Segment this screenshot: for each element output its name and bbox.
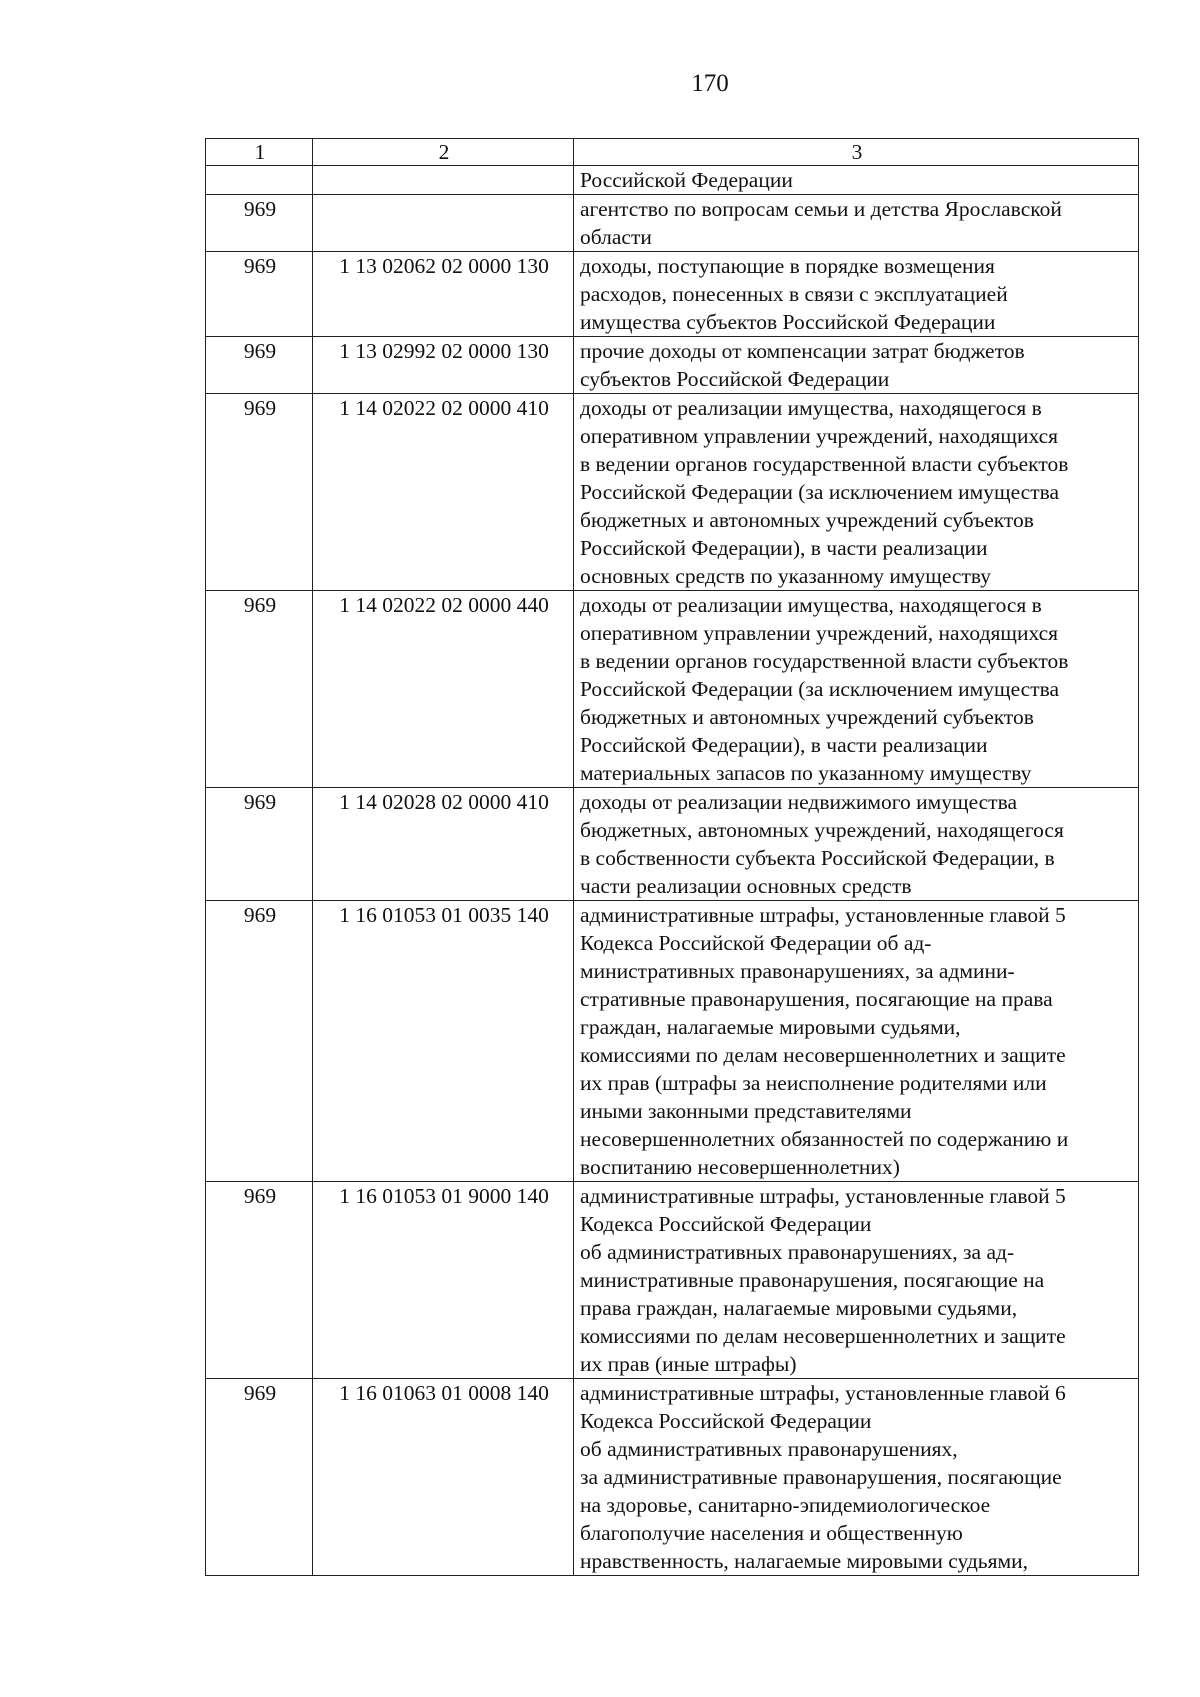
description-line: Российской Федерации (за исключением имущества: [580, 677, 1060, 701]
table-row: [206, 394, 1139, 591]
admin-code-cell: 969: [206, 337, 313, 394]
table-row: [206, 337, 1139, 394]
description-line: Российской Федерации (за исключением имущества: [580, 480, 1060, 504]
description-line: имущества субъектов Российской Федерации: [580, 310, 996, 334]
admin-code-cell: 969: [206, 788, 313, 901]
table-row: [206, 252, 1139, 337]
description-line: материальных запасов по указанному имуществу: [580, 761, 1032, 785]
description-line: основных средств по указанному имуществу: [580, 564, 992, 588]
description-line: бюджетных, автономных учреждений, находящегося: [580, 818, 1064, 842]
description-line: в собственности субъекта Российской Федерации, в: [580, 846, 1055, 870]
admin-code-cell: 969: [206, 195, 313, 252]
table-row: [206, 1182, 1139, 1379]
description-line: граждан, налагаемые мировыми судьями,: [580, 1015, 961, 1039]
description-line: нравственность, налагаемые мировыми судьями,: [580, 1549, 1028, 1573]
admin-code-cell: 969: [206, 252, 313, 337]
admin-code-cell: 969: [206, 1379, 313, 1576]
description-line: комиссиями по делам несовершеннолетних и защите: [580, 1324, 1066, 1348]
income-code-cell: 1 16 01053 01 9000 140: [313, 1182, 574, 1379]
description-line: административные штрафы, установленные главой 5: [580, 903, 1066, 927]
income-code-cell: 1 14 02028 02 0000 410: [313, 788, 574, 901]
column-header-3: 3: [574, 139, 1139, 166]
income-code-cell: 1 14 02022 02 0000 410: [313, 394, 574, 591]
description-line: прочие доходы от компенсации затрат бюджетов: [580, 339, 1025, 363]
description-line: оперативном управлении учреждений, находящихся: [580, 621, 1059, 645]
admin-code-cell: 969: [206, 1182, 313, 1379]
income-code-cell: 1 13 02062 02 0000 130: [313, 252, 574, 337]
table-row: [206, 591, 1139, 788]
description-cell: [574, 1379, 1139, 1576]
table-row: [206, 1379, 1139, 1576]
description-line: в ведении органов государственной власти субъектов: [580, 452, 1069, 476]
admin-code-cell: 969: [206, 901, 313, 1182]
description-cell: [574, 394, 1139, 591]
budget-codes-table: [205, 138, 1139, 1576]
description-line: бюджетных и автономных учреждений субъектов: [580, 705, 1034, 729]
description-line: доходы, поступающие в порядке возмещения: [580, 254, 995, 278]
description-line: доходы от реализации недвижимого имущества: [580, 790, 1017, 814]
income-code-cell: [313, 166, 574, 195]
table-row: [206, 195, 1139, 252]
description-line: административные штрафы, установленные главой 5: [580, 1184, 1066, 1208]
table-header-row: [206, 139, 1139, 166]
description-line: в ведении органов государственной власти субъектов: [580, 649, 1069, 673]
description-line: воспитанию несовершеннолетних): [580, 1155, 900, 1179]
admin-code-cell: 969: [206, 394, 313, 591]
description-line: бюджетных и автономных учреждений субъектов: [580, 508, 1034, 532]
description-line: Кодекса Российской Федерации об ад-: [580, 931, 932, 955]
description-line: на здоровье, санитарно-эпидемиологическое: [580, 1493, 991, 1517]
description-cell: [574, 1182, 1139, 1379]
income-code-cell: 1 13 02992 02 0000 130: [313, 337, 574, 394]
description-line: благополучие населения и общественную: [580, 1521, 963, 1545]
description-line: права граждан, налагаемые мировыми судьями,: [580, 1296, 1018, 1320]
table-row: [206, 166, 1139, 195]
description-cell: [574, 195, 1139, 252]
description-line: доходы от реализации имущества, находящегося в: [580, 593, 1042, 617]
description-line: за административные правонарушения, посягающие: [580, 1465, 1062, 1489]
column-header-2: 2: [313, 139, 574, 166]
description-line: части реализации основных средств: [580, 874, 912, 898]
description-line: министративных правонарушениях, за админи-: [580, 959, 1015, 983]
description-line: Кодекса Российской Федерации: [580, 1212, 872, 1236]
description-cell: [574, 337, 1139, 394]
income-code-cell: 1 16 01063 01 0008 140: [313, 1379, 574, 1576]
description-cell: [574, 788, 1139, 901]
description-line: субъектов Российской Федерации: [580, 367, 890, 391]
income-code-cell: 1 16 01053 01 0035 140: [313, 901, 574, 1182]
page-number-text: 170: [691, 70, 729, 97]
description-line: их прав (штрафы за неисполнение родителями или: [580, 1071, 1047, 1095]
description-line: Российской Федерации), в части реализации: [580, 536, 988, 560]
description-line: об административных правонарушениях,: [580, 1437, 958, 1461]
description-line: административные штрафы, установленные главой 6: [580, 1381, 1066, 1405]
income-code-cell: 1 14 02022 02 0000 440: [313, 591, 574, 788]
description-line: Кодекса Российской Федерации: [580, 1409, 872, 1433]
admin-code-cell: [206, 166, 313, 195]
description-cell: [574, 166, 1139, 195]
description-line: их прав (иные штрафы): [580, 1352, 797, 1376]
description-cell: [574, 591, 1139, 788]
description-line: несовершеннолетних обязанностей по содержанию и: [580, 1127, 1069, 1151]
description-line: оперативном управлении учреждений, находящихся: [580, 424, 1059, 448]
description-line: комиссиями по делам несовершеннолетних и защите: [580, 1043, 1066, 1067]
column-header-1: 1: [206, 139, 313, 166]
description-cell: [574, 901, 1139, 1182]
description-line: Российской Федерации), в части реализации: [580, 733, 988, 757]
admin-code-cell: 969: [206, 591, 313, 788]
description-line: расходов, понесенных в связи с эксплуатацией: [580, 282, 1008, 306]
description-line: стративные правонарушения, посягающие на права: [580, 987, 1053, 1011]
description-line: области: [580, 225, 652, 249]
description-line: агентство по вопросам семьи и детства Ярославской: [580, 197, 1062, 221]
description-line: об административных правонарушениях, за ад-: [580, 1240, 1015, 1264]
description-line: министративные правонарушения, посягающие на: [580, 1268, 1045, 1292]
table-row: [206, 901, 1139, 1182]
description-line: доходы от реализации имущества, находящегося в: [580, 396, 1042, 420]
description-cell: [574, 252, 1139, 337]
table-row: [206, 788, 1139, 901]
description-line: иными законными представителями: [580, 1099, 912, 1123]
income-code-cell: [313, 195, 574, 252]
description-line: Российской Федерации: [580, 168, 793, 192]
page-number: [0, 70, 1200, 98]
